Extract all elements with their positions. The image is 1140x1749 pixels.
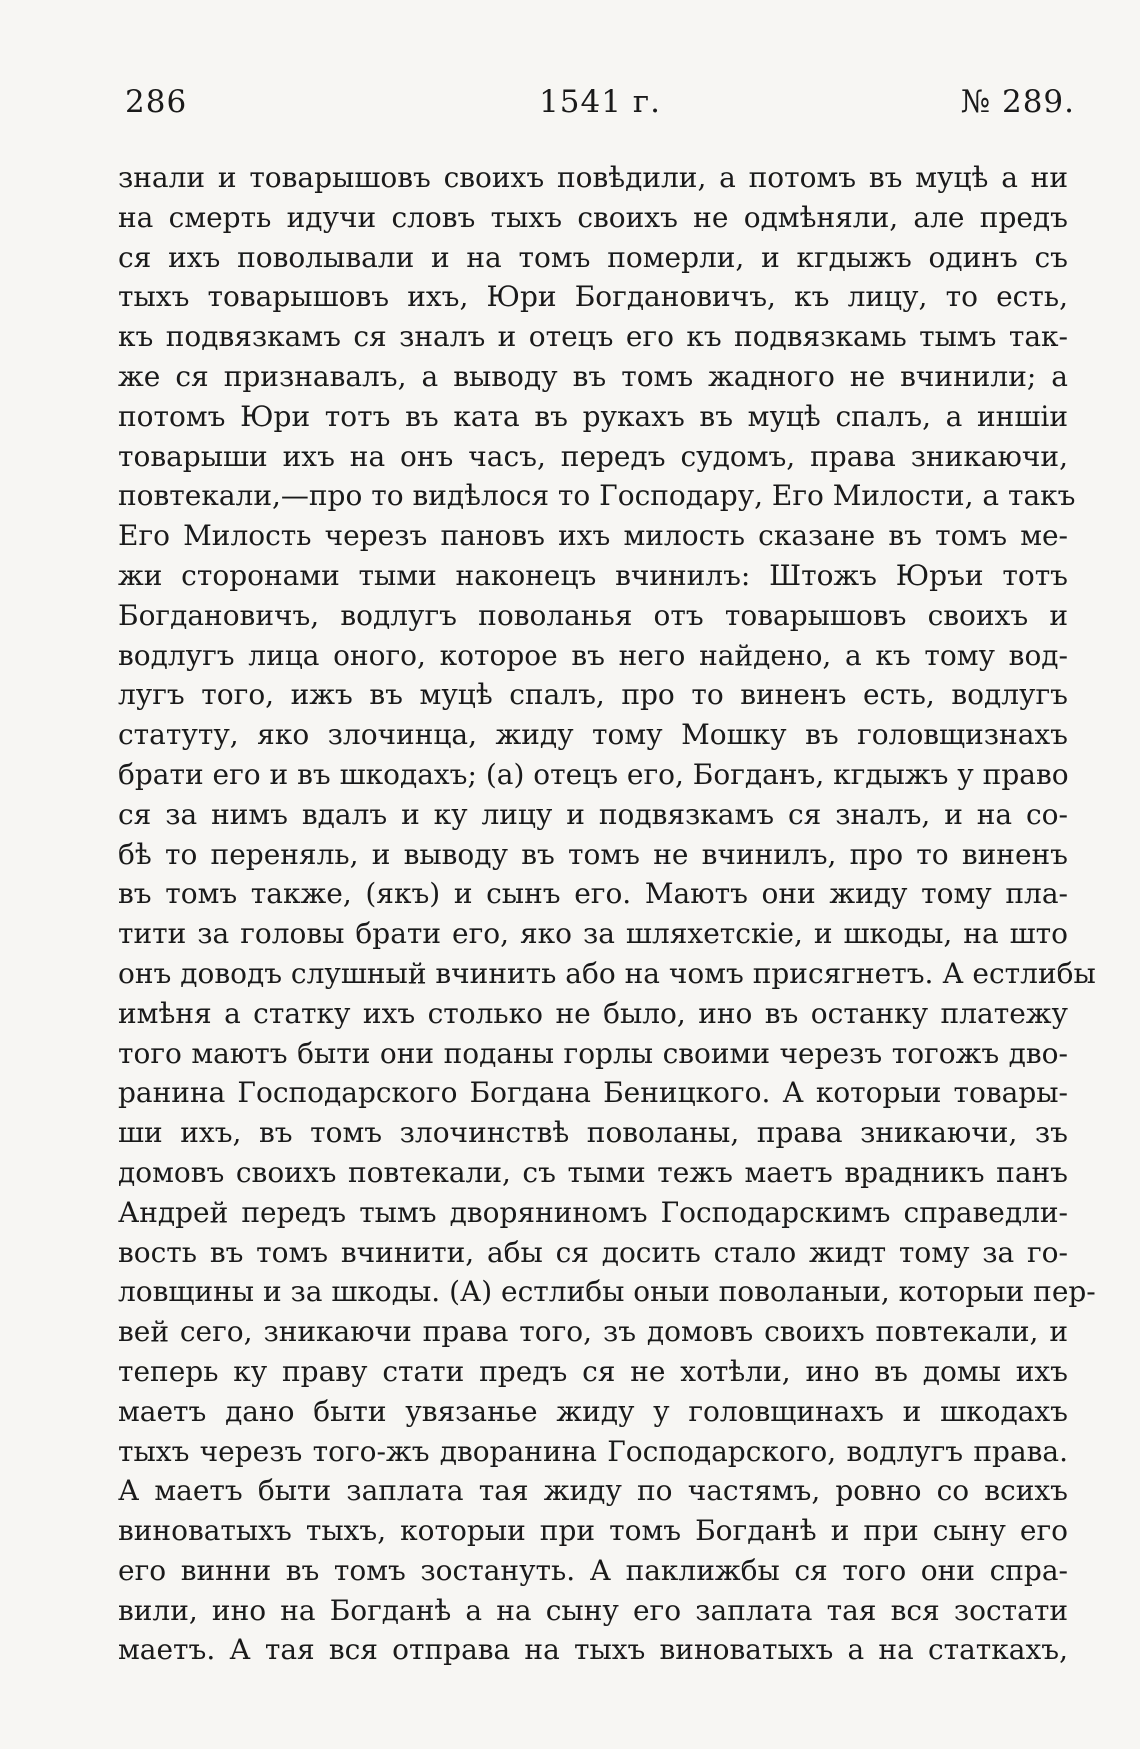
text-line: водлугъ лица оного, которое въ него найдено, а къ тому вод- [118,638,1068,672]
text-line: вили, ино на Богданѣ а на сыну его заплата тая вся зостати [118,1593,1068,1627]
page-number: 286 [125,84,188,120]
text-line: бѣ то переняль, и выводу въ томъ не вчинилъ, про то виненъ [118,837,1068,871]
text-line: товарыши ихъ на онъ часъ, передъ судомъ, права зникаючи, [118,439,1068,473]
text-line: вость въ томъ вчинити, абы ся досить стало жидт тому за го- [118,1235,1068,1269]
text-line: лугъ того, ижъ въ муцѣ спалъ, про то виненъ есть, водлугъ [118,678,1068,712]
running-header [125,84,1075,124]
text-line: повтекали,—про то видѣлося то Господару, Его Милости, а такъ [118,479,1076,513]
body-text [118,158,1096,1670]
text-line: Его Милость черезъ пановъ ихъ милость сказане въ томъ ме- [118,519,1068,553]
text-line: тити за головы брати его, яко за шляхетскiе, и шкоды, на што [118,917,1068,951]
text-line: брати его и въ шкодахъ; (а) отецъ его, Богданъ, кгдыжъ у право [118,757,1069,791]
text-line: онъ доводъ слушный вчинить або на чомъ присягнетъ. А естлибы [118,956,1096,990]
text-line: статуту, яко злочинца, жиду тому Мошку въ головщизнахъ [118,718,1068,752]
text-line: же ся признавалъ, а выводу въ томъ жадного не вчинили; а [118,359,1068,393]
year-heading: 1541 г. [539,84,661,120]
text-line: ши ихъ, въ томъ злочинствѣ поволаны, права зникаючи, зъ [118,1116,1068,1150]
text-line: тыхъ черезъ того-жъ дворанина Господарского, водлугъ права. [118,1434,1068,1468]
text-line: на смерть идучи словъ тыхъ своихъ не одмѣняли, але предъ [118,200,1068,234]
document-number: № 289. [960,84,1075,120]
text-line: А маетъ быти заплата тая жиду по частямъ, ровно со всихъ [118,1474,1068,1508]
text-line: ловщины и за шкоды. (А) естлибы оныи поволаныи, которыи пер- [118,1275,1096,1309]
text-line: того маютъ быти они поданы горлы своими черезъ тогожъ дво- [118,1036,1068,1070]
text-line: ся ихъ поволывали и на томъ померли, и кгдыжъ одинъ съ [118,240,1068,274]
text-line: ранина Господарского Богдана Беницкого. А которыи товары- [118,1076,1068,1110]
text-line: теперь ку праву стати предъ ся не хотѣли, ино въ домы ихъ [118,1354,1068,1388]
text-line: маетъ. А тая вся отправа на тыхъ виноватыхъ а на статкахъ, [118,1633,1068,1667]
text-line: потомъ Юри тотъ въ ката въ рукахъ въ муцѣ спалъ, а иншiи [118,399,1068,433]
text-line: домовъ своихъ повтекали, съ тыми тежъ маетъ врадникъ панъ [118,1155,1068,1189]
text-line: ся за нимъ вдалъ и ку лицу и подвязкамъ ся зналъ, и на со- [118,797,1068,831]
text-line: имѣня а статку ихъ столько не было, ино въ останку платежу [118,996,1068,1030]
text-line: вей сего, зникаючи права того, зъ домовъ своихъ повтекали, и [118,1315,1068,1349]
text-line: Андрей передъ тымъ дворяниномъ Господарскимъ справедли- [118,1195,1068,1229]
text-line: виноватыхъ тыхъ, которыи при томъ Богданѣ и при сыну его [118,1514,1068,1548]
text-line: къ подвязкамъ ся зналъ и отецъ его къ подвязкамь тымъ так- [118,320,1068,354]
text-line: его винни въ томъ зостануть. А паклижбы ся того они спра- [118,1553,1068,1587]
text-line: знали и товарышовъ своихъ повѣдили, а потомъ въ муцѣ а ни [118,161,1068,194]
text-line: маетъ дано быти увязанье жиду у головщинахъ и шкодахъ [118,1394,1068,1428]
text-line: тыхъ товарышовъ ихъ, Юри Богдановичъ, къ лицу, то есть, [118,280,1068,314]
text-line: Богдановичъ, водлугъ поволанья отъ товарышовъ своихъ и [118,598,1068,632]
text-line: въ томъ также, (якъ) и сынъ его. Маютъ они жиду тому пла- [118,877,1068,911]
text-line: жи сторонами тыми наконецъ вчинилъ: Штожъ Юръи тотъ [118,558,1068,592]
